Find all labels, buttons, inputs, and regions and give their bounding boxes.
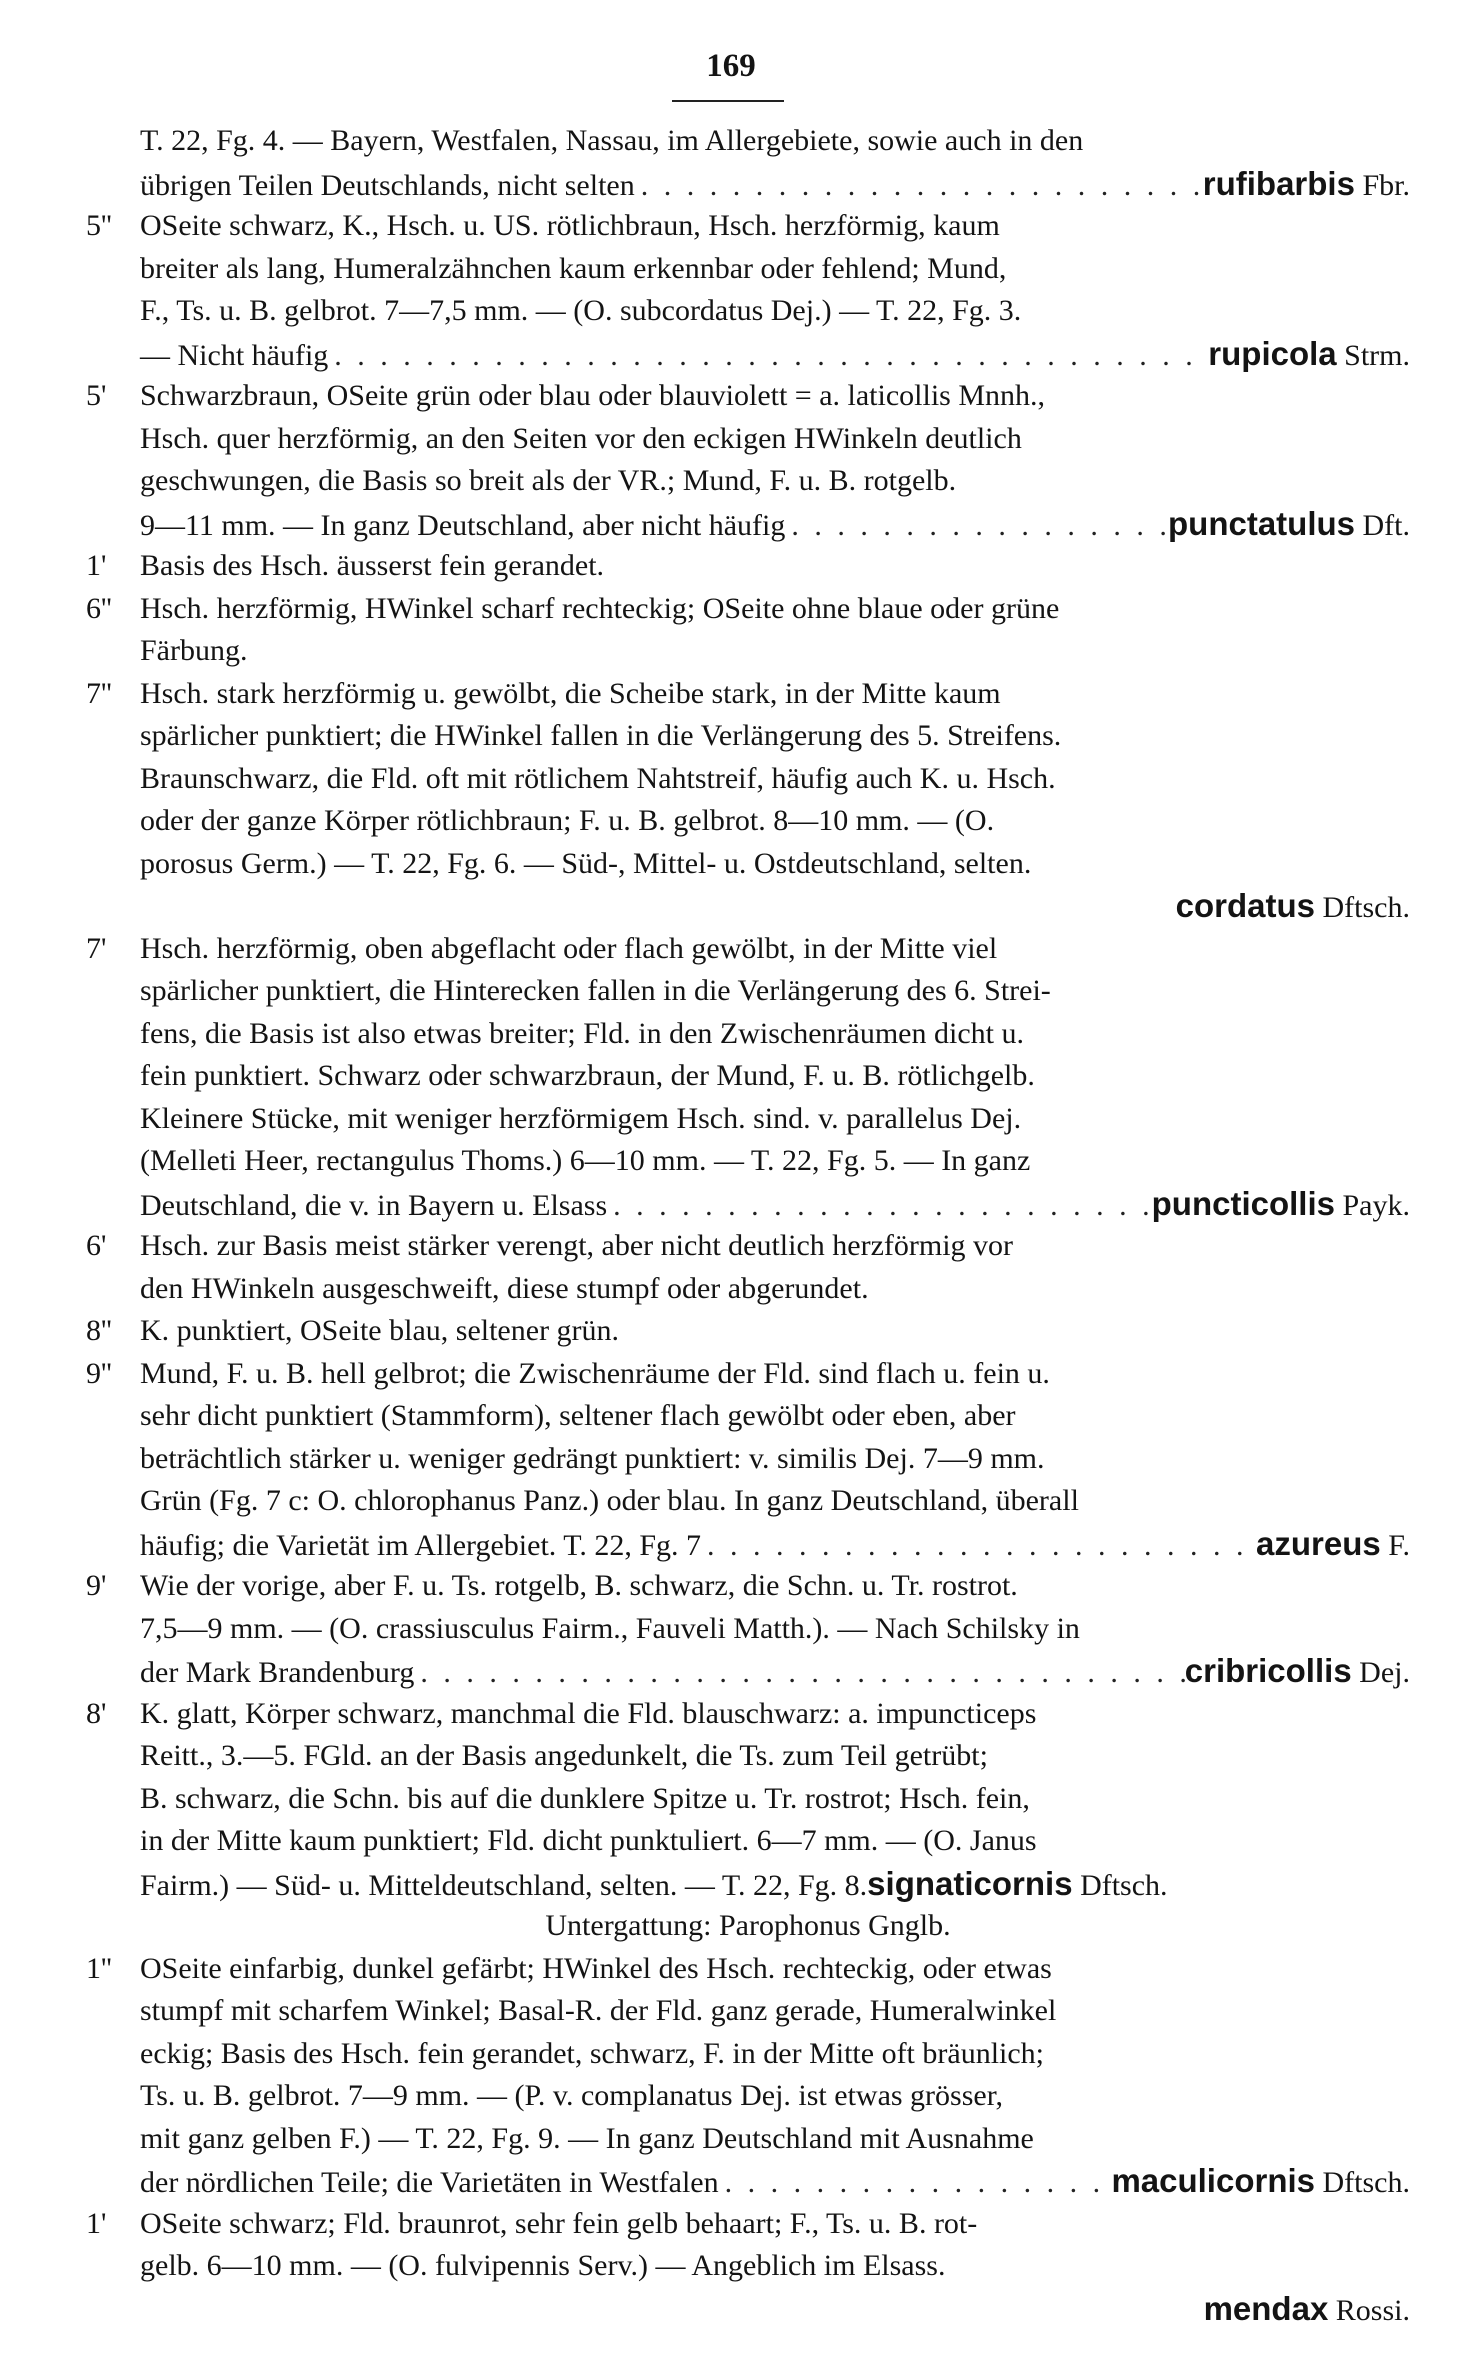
species-author: Payk. [1335,1188,1410,1222]
text-line [86,928,1410,971]
species-author: Dft. [1355,508,1410,542]
text-line [86,1778,1410,1821]
line-text: beträchtlich stärker u. weniger gedrängt punktiert: v. similis Dej. 7—9 mm. [140,1441,1045,1475]
species-name: cordatus [1175,887,1316,924]
species-author: Dftsch. [1315,2166,1410,2199]
text-line [86,248,1410,291]
species-name: rufibarbis [1202,164,1355,202]
key-marker: 5' [86,379,107,412]
species-name: cribricollis [1184,1652,1352,1689]
text-line [86,1140,1410,1183]
text-line [86,290,1410,333]
page-number-rule [672,100,784,102]
text-line [86,1013,1410,1056]
text-line [86,1183,1410,1226]
text-line [86,2118,1410,2161]
leader-dots [414,1652,1184,1695]
leader-dots [719,2162,1112,2205]
line-text: Hsch. herzförmig, oben abgeflacht oder flach gewölbt, in der Mitte viel [140,931,998,965]
line-text: Mund, F. u. B. hell gelbrot; die Zwischenräume der Fld. sind flach u. fein u. [140,1356,1050,1390]
text-line [86,375,1410,418]
page-number: 169 [706,48,756,84]
text-line [86,970,1410,1013]
line-text: der Mark Brandenburg [140,1656,415,1689]
text-line [86,843,1410,886]
key-marker: 8' [86,1696,107,1730]
species-author: Dej. [1351,1656,1410,1689]
text-line [86,1650,1410,1693]
key-marker: 8'' [86,1314,112,1347]
text-line [86,163,1410,206]
line-text: Reitt., 3.—5. FGld. an der Basis angedunkelt, die Ts. zum Teil getrübt; [140,1739,988,1772]
species-author: Rossi. [1328,2293,1410,2327]
species-author: Fbr. [1354,168,1410,202]
line-text: K. punktiert, OSeite blau, seltener grün. [140,1314,620,1347]
text-line [86,1353,1410,1396]
line-text: Färbung. [140,634,248,667]
line-text: Hsch. zur Basis meist stärker verengt, aber nicht deutlich herzförmig vor [140,1229,1014,1262]
key-marker: 6'' [86,591,112,625]
line-text: Grün (Fg. 7 c: O. chlorophanus Panz.) oder blau. In ganz Deutschland, überall [140,1484,1079,1517]
text-line [86,1863,1410,1906]
text-line [86,2033,1410,2076]
line-text: den HWinkeln ausgeschweift, diese stumpf oder abgerundet. [140,1271,869,1305]
line-text: T. 22, Fg. 4. — Bayern, Westfalen, Nassau, im Allergebiete, sowie auch in den [140,124,1084,157]
text-line [86,1735,1410,1778]
text-line [86,630,1410,673]
text-block [86,120,1410,2330]
leader-dots [607,1185,1152,1228]
line-text: Kleinere Stücke, mit weniger herzförmigem Hsch. sind. v. parallelus Dej. [140,1101,1022,1135]
text-line [86,588,1410,631]
line-text: häufig; die Varietät im Allergebiet. T. 22, Fg. 7 [140,1528,702,1562]
line-text: K. glatt, Körper schwarz, manchmal die Fld. blauschwarz: a. impuncticeps [140,1696,1037,1730]
species-name: puncticollis [1151,1184,1335,1222]
text-line [86,2160,1410,2203]
text-line [86,1948,1410,1991]
line-text: mit ganz gelben F.) — T. 22, Fg. 9. — In ganz Deutschland mit Ausnahme [140,2121,1034,2155]
leader-dots [635,165,1203,208]
species-author: Strm. [1336,338,1410,372]
line-text: Hsch. quer herzförmig, an den Seiten vor den eckigen HWinkeln deutlich [140,421,1022,455]
text-line [86,758,1410,801]
line-text: in der Mitte kaum punktiert; Fld. dicht punktuliert. 6—7 mm. — (O. Janus [140,1824,1037,1857]
line-text: — Nicht häufig [140,338,329,372]
line-text: eckig; Basis des Hsch. fein gerandet, schwarz, F. in der Mitte oft bräunlich; [140,2036,1045,2070]
text-line [86,1565,1410,1608]
line-text: (Melleti Heer, rectangulus Thoms.) 6—10 mm. — T. 22, Fg. 5. — In ganz [140,1144,1031,1177]
key-marker: 9'' [86,1356,112,1390]
line-text: OSeite schwarz; Fld. braunrot, sehr fein gelb behaart; F., Ts. u. B. rot- [140,2206,978,2240]
text-line [86,1395,1410,1438]
line-text: OSeite schwarz, K., Hsch. u. US. rötlichbraun, Hsch. herzförmig, kaum [140,209,1000,242]
line-text: übrigen Teilen Deutschlands, nicht selten [140,168,635,202]
species-author: Dftsch. [1315,891,1410,924]
key-marker: 1'' [86,1951,112,1985]
text-line [86,2203,1410,2246]
line-text: spärlicher punktiert, die Hinterecken fallen in die Verlängerung des 6. Strei- [140,974,1051,1007]
species-author: Dftsch. [1072,1868,1168,1902]
line-text: Hsch. stark herzförmig u. gewölbt, die Scheibe stark, in der Mitte kaum [140,676,1001,710]
line-text: 7,5—9 mm. — (O. crassiusculus Fairm., Fauveli Matth.). — Nach Schilsky in [140,1611,1080,1645]
text-line [86,1990,1410,2033]
leader-dots [328,335,1208,378]
species-name: azureus [1255,1524,1381,1562]
text-line [86,673,1410,716]
text-line [86,1693,1410,1736]
species-name: mendax [1203,2289,1329,2327]
key-marker: 1' [86,2206,107,2240]
text-line [86,1310,1410,1353]
line-text: OSeite einfarbig, dunkel gefärbt; HWinkel des Hsch. rechteckig, oder etwas [140,1951,1052,1985]
text-line [86,2075,1410,2118]
text-line [86,503,1410,546]
line-text: gelb. 6—10 mm. — (O. fulvipennis Serv.) — Angeblich im Elsass. [140,2249,946,2282]
text-line [86,1608,1410,1651]
text-line [86,120,1410,163]
text-line [86,1098,1410,1141]
text-line [86,205,1410,248]
text-line [86,418,1410,461]
line-text: B. schwarz, die Schn. bis auf die dunklere Spitze u. Tr. rostrot; Hsch. fein, [140,1781,1030,1815]
text-line [86,800,1410,843]
line-text: Ts. u. B. gelbrot. 7—9 mm. — (P. v. complanatus Dej. ist etwas grösser, [140,2079,1003,2112]
text-line [86,460,1410,503]
line-text: porosus Germ.) — T. 22, Fg. 6. — Süd-, Mittel- u. Ostdeutschland, selten. [140,846,1032,880]
text-line [86,1055,1410,1098]
text-line [86,1480,1410,1523]
line-text: stumpf mit scharfem Winkel; Basal-R. der Fld. ganz gerade, Humeralwinkel [140,1994,1057,2027]
text-line [86,1438,1410,1481]
line-text: fens, die Basis ist also etwas breiter; Fld. in den Zwischenräumen dicht u. [140,1016,1024,1050]
text-line [86,1268,1410,1311]
key-marker: 7' [86,931,107,965]
line-text: spärlicher punktiert; die HWinkel fallen in die Verlängerung des 5. Streifens. [140,719,1062,752]
line-text: fein punktiert. Schwarz oder schwarzbraun, der Mund, F. u. B. rötlichgelb. [140,1059,1035,1092]
leader-dots [785,505,1168,548]
line-text: geschwungen, die Basis so breit als der VR.; Mund, F. u. B. rotgelb. [140,464,957,497]
line-text: Fairm.) — Süd- u. Mitteldeutschland, selten. — T. 22, Fg. 8. [140,1868,868,1902]
key-marker: 9' [86,1569,107,1602]
line-text: Deutschland, die v. in Bayern u. Elsass [140,1188,608,1222]
line-text: Basis des Hsch. äusserst fein gerandet. [140,549,605,582]
text-line [86,1820,1410,1863]
text-line [86,715,1410,758]
species-name: signaticornis [867,1864,1073,1902]
text-line [86,1225,1410,1268]
text-line [86,1523,1410,1566]
line-text: sehr dicht punktiert (Stammform), seltener flach gewölbt oder eben, aber [140,1399,1016,1432]
line-text: breiter als lang, Humeralzähnchen kaum erkennbar oder fehlend; Mund, [140,251,1007,285]
text-line [86,1905,1410,1948]
line-text: Wie der vorige, aber F. u. Ts. rotgelb, B. schwarz, die Schn. u. Tr. rostrot. [140,1569,1018,1602]
line-text: F., Ts. u. B. gelbrot. 7—7,5 mm. — (O. subcordatus Dej.) — T. 22, Fg. 3. [140,294,1022,327]
line-text: Untergattung: Parophonus Gnglb. [545,1909,951,1942]
species-name: maculicornis [1111,2162,1316,2199]
key-marker: 6' [86,1229,107,1262]
text-line [86,885,1410,928]
species-name: punctatulus [1168,504,1355,542]
key-marker: 7'' [86,676,112,710]
key-marker: 1' [86,549,107,582]
text-line [86,2288,1410,2331]
line-text: Hsch. herzförmig, HWinkel scharf rechteckig; OSeite ohne blaue oder grüne [140,591,1060,625]
text-line [86,333,1410,376]
line-text: oder der ganze Körper rötlichbraun; F. u. B. gelbrot. 8—10 mm. — (O. [140,804,995,837]
line-text: der nördlichen Teile; die Varietäten in Westfalen [140,2166,719,2199]
line-text: Braunschwarz, die Fld. oft mit rötlichem Nahtstreif, häufig auch K. u. Hsch. [140,761,1056,795]
line-text: 9—11 mm. — In ganz Deutschland, aber nicht häufig [140,508,786,542]
leader-dots [701,1525,1256,1568]
key-marker: 5'' [86,209,112,242]
text-line [86,2245,1410,2288]
species-author: F. [1380,1528,1410,1562]
species-name: rupicola [1208,334,1337,372]
line-text: Schwarzbraun, OSeite grün oder blau oder blauviolett = a. laticollis Mnnh., [140,379,1046,412]
text-line [86,545,1410,588]
